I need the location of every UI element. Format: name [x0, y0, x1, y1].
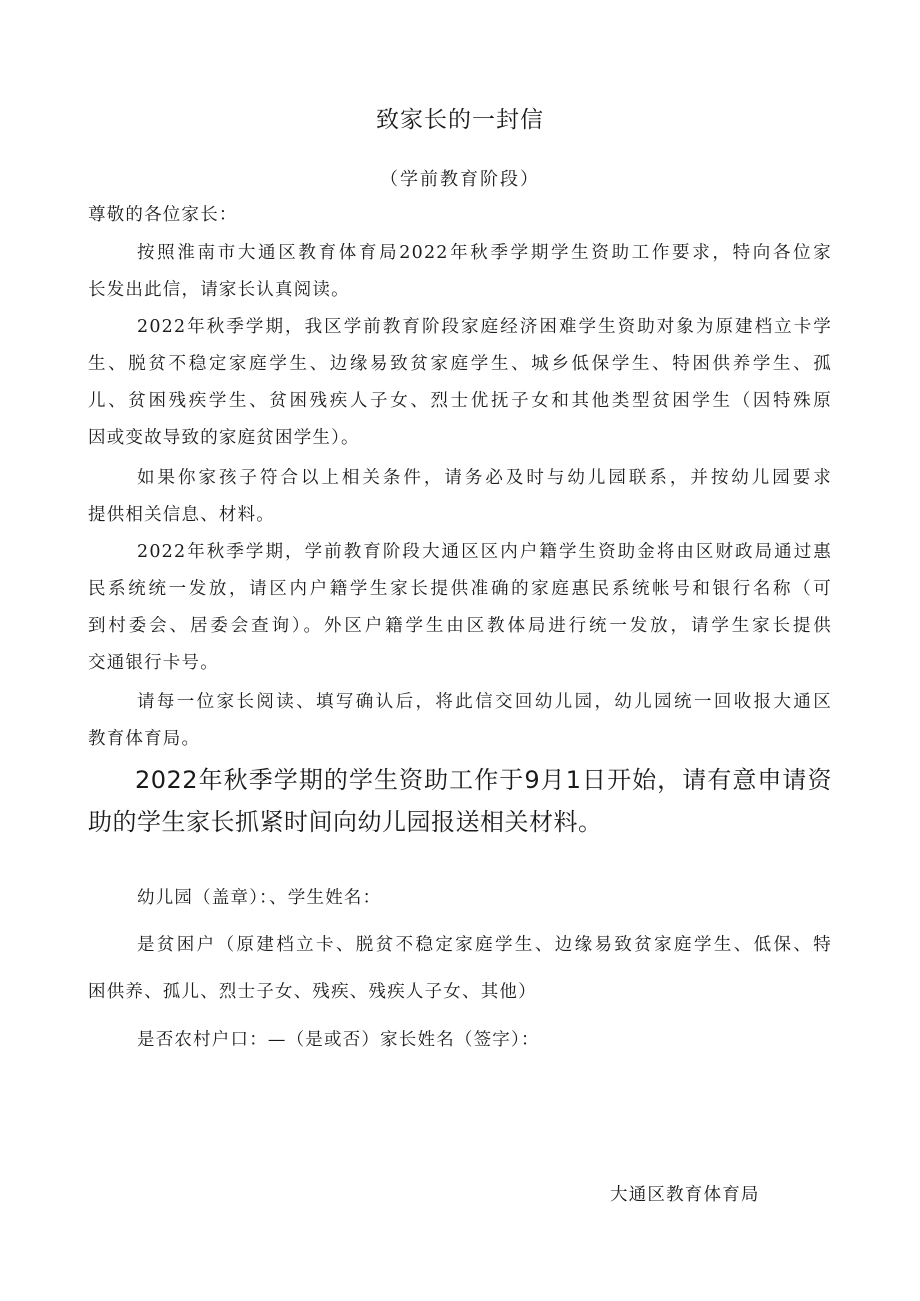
paragraph-line: 2022年秋季学期，学前教育阶段大通区区内户籍学生资助金将由区财政局通过惠 — [137, 541, 832, 562]
form-kindergarten-row — [88, 880, 832, 916]
notice-line: 助的学生家长抓紧时间向幼儿园报送相关材料。 — [88, 808, 603, 836]
paragraph-line: 请每一位家长阅读、填写确认后，将此信交回幼儿园，幼儿园统一回收报大通区 — [137, 691, 832, 712]
form-hukou-row — [88, 1022, 832, 1058]
paragraph-line: 提供相关信息、材料。 — [88, 504, 275, 525]
notice-line: 2022年秋季学期的学生资助工作于9月1日开始，请有意申请资 — [135, 766, 832, 794]
letter-subtitle: （学前教育阶段） — [380, 169, 540, 190]
form-kindergarten-line: 幼儿园（盖章）：、学生姓名： — [137, 888, 382, 908]
paragraph-line: 儿、贫困残疾学生、贫困残疾人子女、烈士优抚子女和其他类型贫困学生（因特殊原 — [88, 391, 832, 411]
paragraph-intro — [88, 235, 832, 309]
notice-paragraph — [88, 759, 832, 843]
paragraph-line: 按照淮南市大通区教育体育局2022年秋季学期学生资助工作要求，特向各位家 — [137, 243, 832, 263]
paragraph-line: 如果你家孩子符合以上相关条件，请务必及时与幼儿园联系，并按幼儿园要求 — [137, 467, 832, 488]
paragraph-line: 2022年秋季学期，我区学前教育阶段家庭经济困难学生资助对象为原建档立卡学 — [137, 317, 832, 337]
paragraph-line: 民系统统一发放，请区内户籍学生家长提供准确的家庭惠民系统帐号和银行名称（可 — [88, 578, 832, 599]
paragraph-eligibility — [88, 309, 832, 457]
paragraph-contact — [88, 460, 832, 534]
salutation: 尊敬的各位家长： — [88, 205, 238, 225]
letter-title: 致家长的一封信 — [376, 107, 544, 133]
paragraph-line: 长发出此信，请家长认真阅读。 — [88, 280, 350, 300]
paragraph-line: 交通银行卡号。 — [88, 652, 219, 673]
paragraph-line: 到村委会、居委会查询）。外区户籍学生由区教体局进行统一发放，请学生家长提供 — [88, 615, 832, 636]
paragraph-payment — [88, 534, 832, 682]
form-poverty-line: 是贫困户（原建档立卡、脱贫不稳定家庭学生、边缘易致贫家庭学生、低保、特 — [137, 934, 832, 955]
form-poverty-row — [88, 922, 832, 1016]
paragraph-line: 教育体育局。 — [88, 728, 201, 749]
paragraph-return — [88, 684, 832, 758]
form-hukou-line: 是否农村户口：—（是或否）家长姓名（签字）： — [137, 1030, 540, 1050]
form-poverty-line: 困供养、孤儿、烈士子女、残疾、残疾人子女、其他） — [88, 981, 537, 1002]
paragraph-line: 生、脱贫不稳定家庭学生、边缘易致贫家庭学生、城乡低保学生、特困供养学生、孤 — [88, 354, 832, 374]
signature: 大通区教育体育局 — [610, 1185, 760, 1205]
salutation-block — [88, 197, 832, 233]
paragraph-line: 因或变故导致的家庭贫困学生）。 — [88, 428, 360, 448]
